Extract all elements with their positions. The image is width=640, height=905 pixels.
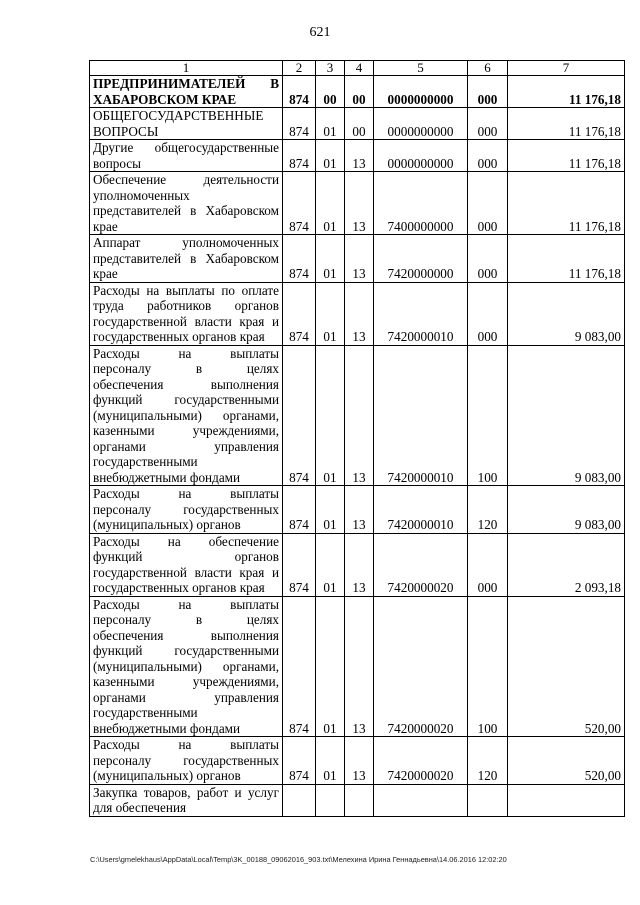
subsection-code-cell: 13	[345, 533, 374, 596]
description-line: Расходы на выплаты	[93, 596, 279, 612]
amount-cell: 520,00	[508, 596, 625, 737]
description-line: внебюджетными фондами	[93, 720, 241, 736]
description-line: Обеспечение деятельности	[93, 172, 279, 187]
description-line: персоналу государственных	[93, 752, 279, 768]
description-line: функций государственными	[93, 643, 279, 658]
description-line: крае	[93, 218, 118, 234]
section-code-cell: 01	[316, 235, 345, 283]
header-cell: 4	[345, 61, 374, 76]
expense-type-cell: 000	[468, 108, 508, 140]
row-description	[90, 784, 283, 816]
subsection-code-cell: 13	[345, 235, 374, 283]
row-description	[90, 737, 283, 785]
admin-code-cell	[283, 784, 316, 816]
subsection-code-cell: 13	[345, 172, 374, 235]
header-row	[90, 61, 625, 76]
description-line: органами управления	[93, 689, 279, 705]
admin-code-cell: 874	[283, 282, 316, 345]
description-line: труда работников органов	[93, 298, 279, 313]
description-line: Закупка товаров, работ и услуг	[93, 784, 279, 800]
row-description	[90, 140, 283, 172]
target-article-cell: 0000000000	[374, 76, 468, 108]
description-line: Аппарат уполномоченных	[93, 235, 279, 250]
description-line: ОБЩЕГОСУДАРСТВЕННЫЕ	[93, 108, 264, 123]
description-line: (муниципальными) органами,	[93, 658, 279, 674]
section-code-cell: 01	[316, 596, 345, 737]
file-path-footer: C:\Users\gmelekhaus\AppData\Local\Temp\3K_00188_09062016_903.txt\Мелехина Ирина Геннадьевна\14.06.2016 12:02:20	[90, 855, 507, 864]
table-row	[90, 533, 625, 596]
description-line: государственных органов края	[93, 329, 265, 344]
subsection-code-cell: 13	[345, 282, 374, 345]
row-description	[90, 282, 283, 345]
description-line: представителей в Хабаровском	[93, 203, 279, 218]
amount-cell: 11 176,18	[508, 235, 625, 283]
row-description	[90, 533, 283, 596]
description-line: (муниципальных) органов	[93, 768, 241, 783]
target-article-cell: 7400000000	[374, 172, 468, 235]
row-description	[90, 596, 283, 737]
description-line: ПРЕДПРИНИМАТЕЛЕЙ В	[93, 76, 279, 91]
amount-cell: 11 176,18	[508, 76, 625, 108]
amount-cell: 9 083,00	[508, 486, 625, 534]
admin-code-cell: 874	[283, 596, 316, 737]
page-number: 621	[309, 25, 331, 40]
description-line: внебюджетными фондами	[93, 469, 241, 485]
description-line: персоналу в целях	[93, 361, 279, 376]
header-cell: 6	[468, 61, 508, 76]
target-article-cell: 7420000020	[374, 596, 468, 737]
header-cell: 5	[374, 61, 468, 76]
description-line: государственной власти края и	[93, 313, 279, 329]
description-line: крае	[93, 266, 118, 281]
amount-cell: 11 176,18	[508, 108, 625, 140]
section-code-cell: 00	[316, 76, 345, 108]
section-code-cell: 01	[316, 486, 345, 534]
section-code-cell: 01	[316, 533, 345, 596]
admin-code-cell: 874	[283, 235, 316, 283]
amount-cell: 9 083,00	[508, 282, 625, 345]
description-line: государственными	[93, 454, 198, 469]
admin-code-cell: 874	[283, 140, 316, 172]
description-line: обеспечения выполнения	[93, 376, 279, 392]
budget-table	[89, 60, 625, 817]
description-line: государственных органов края	[93, 580, 265, 595]
table-row	[90, 784, 625, 816]
admin-code-cell: 874	[283, 345, 316, 486]
admin-code-cell: 874	[283, 108, 316, 140]
description-line: ВОПРОСЫ	[93, 123, 159, 139]
header-cell: 3	[316, 61, 345, 76]
expense-type-cell: 000	[468, 172, 508, 235]
row-description	[90, 76, 283, 108]
admin-code-cell: 874	[283, 737, 316, 785]
section-code-cell: 01	[316, 345, 345, 486]
description-line: для обеспечения	[93, 800, 187, 815]
table-row	[90, 76, 625, 108]
row-description	[90, 172, 283, 235]
amount-cell	[508, 784, 625, 816]
target-article-cell	[374, 784, 468, 816]
subsection-code-cell: 13	[345, 345, 374, 486]
description-line: Расходы на выплаты	[93, 486, 279, 501]
description-line: персоналу государственных	[93, 501, 279, 517]
description-line: функций государственными	[93, 392, 279, 407]
section-code-cell: 01	[316, 737, 345, 785]
description-line: государственными	[93, 705, 198, 720]
row-description	[90, 108, 283, 140]
target-article-cell: 0000000000	[374, 140, 468, 172]
row-description	[90, 345, 283, 486]
table-row	[90, 235, 625, 283]
subsection-code-cell: 13	[345, 140, 374, 172]
description-line: казенными учреждениями,	[93, 423, 279, 438]
amount-cell: 2 093,18	[508, 533, 625, 596]
target-article-cell: 7420000000	[374, 235, 468, 283]
description-line: обеспечения выполнения	[93, 627, 279, 643]
description-line: казенными учреждениями,	[93, 674, 279, 689]
expense-type-cell: 000	[468, 533, 508, 596]
row-description	[90, 235, 283, 283]
amount-cell: 9 083,00	[508, 345, 625, 486]
description-line: Расходы на обеспечение	[93, 533, 279, 549]
description-line: вопросы	[93, 155, 142, 171]
table-row	[90, 282, 625, 345]
subsection-code-cell: 13	[345, 737, 374, 785]
target-article-cell: 7420000020	[374, 737, 468, 785]
amount-cell: 11 176,18	[508, 140, 625, 172]
subsection-code-cell: 13	[345, 486, 374, 534]
target-article-cell: 7420000010	[374, 486, 468, 534]
section-code-cell: 01	[316, 140, 345, 172]
description-line: уполномоченных	[93, 187, 190, 203]
expense-type-cell: 000	[468, 235, 508, 283]
admin-code-cell: 874	[283, 533, 316, 596]
header-cell: 1	[90, 61, 283, 76]
description-line: органами управления	[93, 438, 279, 454]
target-article-cell: 7420000020	[374, 533, 468, 596]
table-row	[90, 108, 625, 140]
subsection-code-cell: 00	[345, 76, 374, 108]
table-row	[90, 345, 625, 486]
description-line: Расходы на выплаты по оплате	[93, 282, 279, 298]
admin-code-cell: 874	[283, 76, 316, 108]
admin-code-cell: 874	[283, 486, 316, 534]
subsection-code-cell: 00	[345, 108, 374, 140]
expense-type-cell: 000	[468, 140, 508, 172]
description-line: представителей в Хабаровском	[93, 250, 279, 266]
description-line: государственной власти края и	[93, 564, 279, 580]
description-line: функций органов	[93, 549, 279, 564]
header-cell: 2	[283, 61, 316, 76]
target-article-cell: 7420000010	[374, 282, 468, 345]
description-line: (муниципальных) органов	[93, 517, 241, 532]
table-row	[90, 596, 625, 737]
amount-cell: 520,00	[508, 737, 625, 785]
target-article-cell: 0000000000	[374, 108, 468, 140]
row-description	[90, 486, 283, 534]
table-row	[90, 172, 625, 235]
table-row	[90, 140, 625, 172]
expense-type-cell: 120	[468, 486, 508, 534]
description-line: Расходы на выплаты	[93, 737, 279, 752]
target-article-cell: 7420000010	[374, 345, 468, 486]
subsection-code-cell	[345, 784, 374, 816]
section-code-cell: 01	[316, 282, 345, 345]
table-body	[90, 76, 625, 817]
description-line: ХАБАРОВСКОМ КРАЕ	[93, 91, 237, 107]
table-row	[90, 737, 625, 785]
expense-type-cell	[468, 784, 508, 816]
section-code-cell: 01	[316, 172, 345, 235]
expense-type-cell: 120	[468, 737, 508, 785]
table-row	[90, 486, 625, 534]
header-cell: 7	[508, 61, 625, 76]
description-line: персоналу в целях	[93, 612, 279, 627]
admin-code-cell: 874	[283, 172, 316, 235]
section-code-cell: 01	[316, 108, 345, 140]
description-line: Другие общегосударственные	[93, 140, 279, 155]
expense-type-cell: 000	[468, 76, 508, 108]
description-line: (муниципальными) органами,	[93, 407, 279, 423]
section-code-cell	[316, 784, 345, 816]
expense-type-cell: 000	[468, 282, 508, 345]
description-line: Расходы на выплаты	[93, 345, 279, 361]
expense-type-cell: 100	[468, 345, 508, 486]
subsection-code-cell: 13	[345, 596, 374, 737]
expense-type-cell: 100	[468, 596, 508, 737]
amount-cell: 11 176,18	[508, 172, 625, 235]
